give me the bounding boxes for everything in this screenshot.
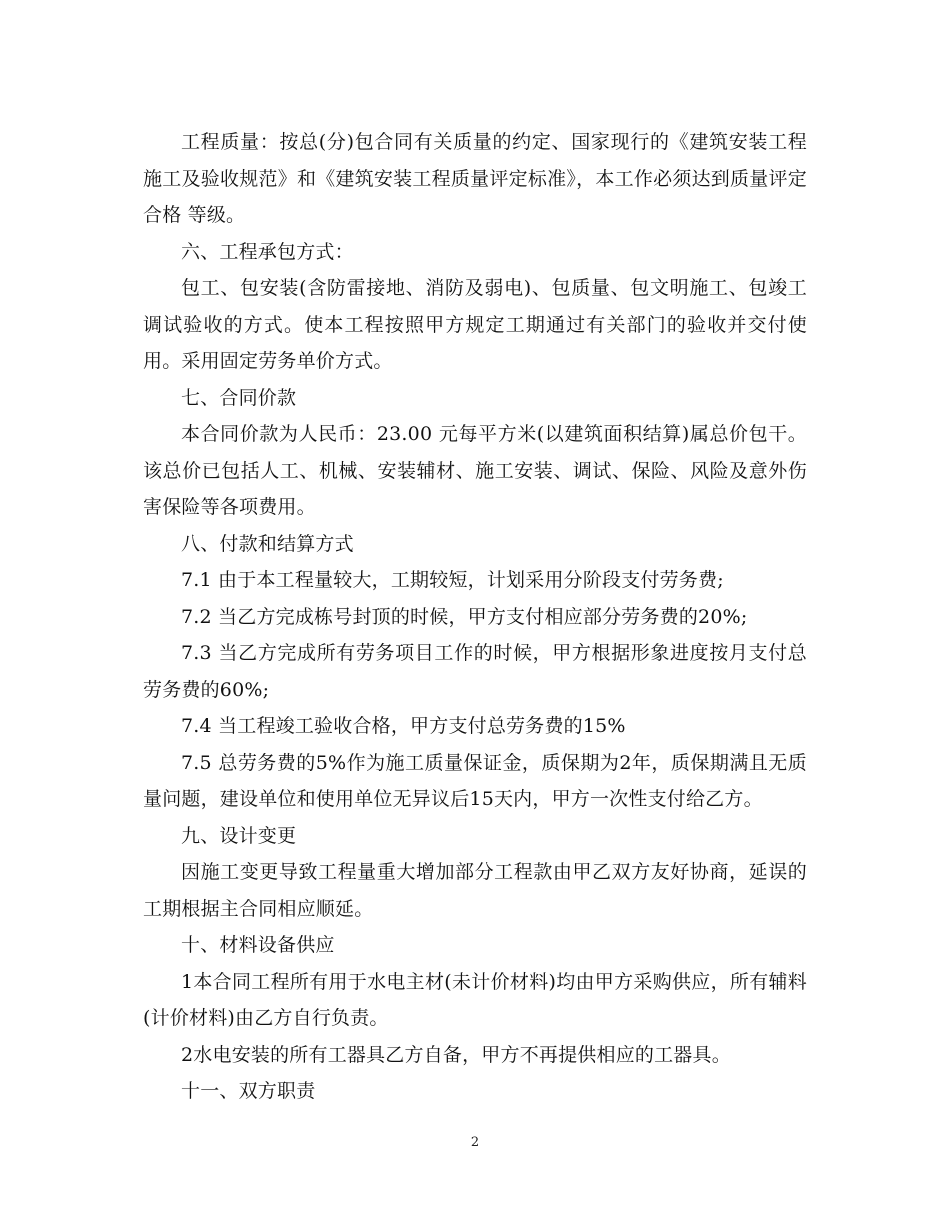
heading-section-6: 六、工程承包方式： [181,240,354,263]
paragraph-payment-7-1: 7.1 由于本工程量较大，工期较短，计划采用分阶段支付劳务费; [181,569,724,591]
paragraph-contract-method: 包工、包安装(含防雷接地、消防及弱电)、包质量、包文明施工、包竣工调试验收的方式。使本工程按照甲方规定工期通过有关部门的验收并交付使用。采用固定劳务单价方式。 [143,277,807,372]
paragraph-quality: 工程质量：按总(分)包合同有关质量的约定、国家现行的《建筑安装工程施工及验收规范》和《建筑安装工程质量评定标准》，本工作必须达到质量评定 合格 等级。 [143,131,807,226]
paragraph-payment-7-5: 7.5 总劳务费的5%作为施工质量保证金，质保期为2年，质保期满且无质量问题，建设单位和使用单位无异议后15天内，甲方一次性支付给乙方。 [143,751,807,810]
paragraph-contract-price: 本合同价款为人民币：23.00 元每平方米(以建筑面积结算)属总价包干。该总价已包括人工、机械、安装辅材、施工安装、调试、保险、风险及意外伤害保险等各项费用。 [143,423,807,518]
paragraph-payment-7-2: 7.2 当乙方完成栋号封顶的时候，甲方支付相应部分劳务费的20%; [181,605,748,628]
paragraph-payment-7-3: 7.3 当乙方完成所有劳务项目工作的时候，甲方根据形象进度按月支付总劳务费的60%; [143,642,807,701]
heading-section-9: 九、设计变更 [181,824,297,847]
heading-section-10: 十、材料设备供应 [181,934,335,956]
paragraph-material-1: 1本合同工程所有用于水电主材(未计价材料)均由甲方采购供应，所有辅料(计价材料)由乙方自行负责。 [143,970,807,1029]
paragraph-material-2: 2水电安装的所有工器具乙方自备，甲方不再提供相应的工器具。 [181,1043,731,1066]
heading-section-11: 十一、双方职责 [181,1080,316,1102]
page-number: 2 [470,1135,480,1150]
document-body [143,124,807,1110]
paragraph-payment-7-4: 7.4 当工程竣工验收合格，甲方支付总劳务费的15% [181,715,626,737]
heading-section-7: 七、合同价款 [181,386,297,409]
paragraph-design-change: 因施工变更导致工程量重大增加部分工程款由甲乙双方友好协商，延误的工期根据主合同相应顺延。 [143,861,807,920]
heading-section-8: 八、付款和结算方式 [181,532,354,555]
